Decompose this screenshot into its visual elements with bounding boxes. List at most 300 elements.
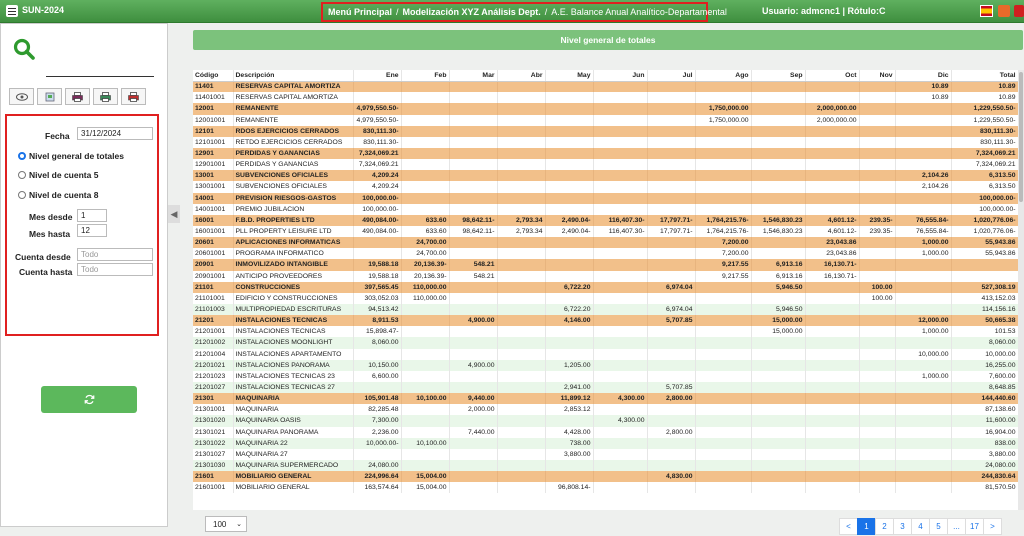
total-row[interactable] — [193, 215, 1018, 226]
column-header-15[interactable]: Total — [951, 70, 1018, 81]
amount-cell — [695, 482, 751, 493]
amount-cell — [647, 159, 695, 170]
account-code-cell: 13001001 — [193, 181, 233, 192]
total-row[interactable] — [193, 315, 1018, 326]
amount-cell — [593, 315, 647, 326]
amount-cell — [895, 337, 951, 348]
description-cell: MAQUINARIA — [233, 393, 353, 404]
amount-cell — [497, 326, 545, 337]
page-size-value: 100 — [213, 520, 227, 529]
page-button[interactable]: ... — [947, 518, 966, 535]
description-cell: EDIFICIO Y CONSTRUCCIONES — [233, 293, 353, 304]
mes-desde-input[interactable] — [77, 209, 107, 222]
search-underline[interactable] — [46, 76, 154, 77]
amount-cell: 1,546,830.23 — [751, 226, 805, 237]
amount-cell: 2,490.04- — [545, 215, 593, 226]
amount-cell — [449, 471, 497, 482]
table-row[interactable] — [193, 371, 1018, 382]
amount-cell — [593, 482, 647, 493]
column-header-2[interactable]: Descripción — [233, 70, 353, 81]
amount-cell — [401, 81, 449, 92]
amount-cell — [751, 471, 805, 482]
table-row[interactable] — [193, 415, 1018, 426]
column-header-4[interactable]: Feb — [401, 70, 449, 81]
amount-cell — [695, 304, 751, 315]
amount-cell — [401, 415, 449, 426]
amount-cell — [895, 293, 951, 304]
page-button[interactable]: > — [983, 518, 1002, 535]
column-header-5[interactable]: Mar — [449, 70, 497, 81]
breadcrumb-current: A.E. Balance Anual Analítico-Departamental — [551, 7, 727, 17]
amount-cell: 144,440.60 — [951, 393, 1018, 404]
amount-cell: 10,100.00 — [401, 438, 449, 449]
description-cell: PREMIO JUBILACION — [233, 204, 353, 215]
amount-cell: 9,440.00 — [449, 393, 497, 404]
account-code-cell: 20601 — [193, 237, 233, 248]
amount-cell: 50,665.38 — [951, 315, 1018, 326]
column-header-12[interactable]: Oct — [805, 70, 859, 81]
amount-cell — [449, 349, 497, 360]
table-row[interactable] — [193, 382, 1018, 393]
table-row[interactable] — [193, 226, 1018, 237]
amount-cell — [859, 326, 895, 337]
amount-cell — [895, 115, 951, 126]
amount-cell — [695, 126, 751, 137]
cuenta-desde-input[interactable] — [77, 248, 153, 261]
amount-cell — [695, 204, 751, 215]
amount-cell — [647, 271, 695, 282]
view-button[interactable] — [9, 88, 34, 105]
table-row[interactable] — [193, 115, 1018, 126]
page-button[interactable]: 4 — [911, 518, 930, 535]
description-cell: PREVISION RIESGOS-GASTOS — [233, 193, 353, 204]
amount-cell — [895, 304, 951, 315]
amount-cell: 11,899.12 — [545, 393, 593, 404]
amount-cell: 6,313.50 — [951, 170, 1018, 181]
amount-cell — [695, 382, 751, 393]
table-row[interactable] — [193, 460, 1018, 471]
amount-cell: 7,324,069.21 — [353, 148, 401, 159]
amount-cell — [449, 204, 497, 215]
amount-cell — [895, 471, 951, 482]
table-row[interactable] — [193, 159, 1018, 170]
amount-cell: 239.35- — [859, 215, 895, 226]
total-row[interactable] — [193, 471, 1018, 482]
amount-cell: 82,285.48 — [353, 404, 401, 415]
account-code-cell: 20901 — [193, 259, 233, 270]
account-code-cell: 21301020 — [193, 415, 233, 426]
amount-cell — [859, 471, 895, 482]
amount-cell: 830,111.30- — [353, 137, 401, 148]
amount-cell — [401, 148, 449, 159]
radio-nivel-cuenta-5[interactable] — [18, 171, 26, 179]
refresh-button[interactable] — [41, 386, 137, 413]
amount-cell: 100.00 — [859, 282, 895, 293]
amount-cell — [895, 449, 951, 460]
amount-cell: 7,324,069.21 — [951, 148, 1018, 159]
amount-cell: 1,764,215.76- — [695, 215, 751, 226]
amount-cell: 397,565.45 — [353, 282, 401, 293]
chevron-left-icon: ◀ — [170, 208, 178, 219]
table-row[interactable] — [193, 248, 1018, 259]
amount-cell: 6,913.16 — [751, 259, 805, 270]
table-row[interactable] — [193, 482, 1018, 493]
amount-cell — [593, 159, 647, 170]
amount-cell: 830,111.30- — [951, 137, 1018, 148]
amount-cell — [695, 438, 751, 449]
mes-hasta-label: Mes hasta — [29, 229, 71, 239]
radio-nivel-cuenta-8[interactable] — [18, 191, 26, 199]
amount-cell — [497, 137, 545, 148]
print-red-button[interactable] — [121, 88, 146, 105]
description-cell: INSTALACIONES APARTAMENTO — [233, 349, 353, 360]
amount-cell: 633.60 — [401, 226, 449, 237]
spain-flag-icon[interactable] — [980, 5, 993, 17]
amount-cell — [695, 471, 751, 482]
print-green-button[interactable] — [93, 88, 118, 105]
page-button[interactable]: 5 — [929, 518, 948, 535]
amount-cell — [647, 204, 695, 215]
amount-cell: 4,146.00 — [545, 315, 593, 326]
amount-cell — [895, 282, 951, 293]
amount-cell — [859, 304, 895, 315]
account-code-cell: 12901001 — [193, 159, 233, 170]
account-code-cell: 21101001 — [193, 293, 233, 304]
description-cell: SUBVENCIONES OFICIALES — [233, 181, 353, 192]
amount-cell: 7,600.00 — [951, 371, 1018, 382]
amount-cell — [497, 471, 545, 482]
description-cell: PERDIDAS Y GANANCIAS — [233, 159, 353, 170]
page-button[interactable]: 2 — [875, 518, 894, 535]
breadcrumb-modelizacion[interactable]: Modelización XYZ Análisis Dept. — [402, 7, 541, 17]
amount-cell — [805, 427, 859, 438]
amount-cell: 6,722.20 — [545, 304, 593, 315]
cuenta-hasta-label: Cuenta hasta — [19, 267, 73, 277]
column-header-13[interactable]: Nov — [859, 70, 895, 81]
table-row[interactable] — [193, 427, 1018, 438]
description-cell: INSTALACIONES TECNICAS — [233, 326, 353, 337]
amount-cell — [647, 404, 695, 415]
search-icon[interactable] — [13, 38, 35, 60]
amount-cell — [859, 415, 895, 426]
amount-cell — [859, 137, 895, 148]
amount-cell: 19,588.18 — [353, 259, 401, 270]
amount-cell: 94,513.42 — [353, 304, 401, 315]
fecha-input[interactable] — [77, 127, 153, 140]
amount-cell — [951, 271, 1018, 282]
amount-cell: 4,979,550.50- — [353, 115, 401, 126]
total-row[interactable] — [193, 103, 1018, 114]
column-header-6[interactable]: Abr — [497, 70, 545, 81]
amount-cell — [805, 449, 859, 460]
amount-cell — [497, 315, 545, 326]
toolbar — [9, 88, 146, 105]
amount-cell: 10,000.00- — [353, 438, 401, 449]
total-row[interactable] — [193, 170, 1018, 181]
amount-cell — [805, 460, 859, 471]
fecha-label: Fecha — [45, 131, 70, 141]
amount-cell — [497, 293, 545, 304]
account-code-cell: 11401001 — [193, 92, 233, 103]
total-row[interactable] — [193, 237, 1018, 248]
description-cell: INMOVILIZADO INTANGIBLE — [233, 259, 353, 270]
power-icon[interactable] — [1014, 5, 1024, 17]
amount-cell — [751, 137, 805, 148]
amount-cell: 10,000.00 — [895, 349, 951, 360]
export-icon — [45, 92, 55, 102]
table-row[interactable] — [193, 92, 1018, 103]
total-row[interactable] — [193, 282, 1018, 293]
amount-cell: 7,200.00 — [695, 248, 751, 259]
account-code-cell: 12001001 — [193, 115, 233, 126]
amount-cell — [647, 92, 695, 103]
export-button[interactable] — [37, 88, 62, 105]
amount-cell — [545, 159, 593, 170]
amount-cell — [647, 115, 695, 126]
amount-cell — [593, 460, 647, 471]
amount-cell: 10.89 — [951, 92, 1018, 103]
amount-cell: 7,324,069.21 — [951, 159, 1018, 170]
table-row[interactable] — [193, 449, 1018, 460]
total-row[interactable] — [193, 393, 1018, 404]
amount-cell — [859, 315, 895, 326]
amount-cell — [497, 404, 545, 415]
vertical-scrollbar[interactable] — [1018, 70, 1024, 510]
account-code-cell: 21301021 — [193, 427, 233, 438]
amount-cell — [449, 248, 497, 259]
page-button[interactable]: < — [839, 518, 858, 535]
amount-cell: 7,324,069.21 — [353, 159, 401, 170]
column-header-10[interactable]: Ago — [695, 70, 751, 81]
amount-cell — [751, 148, 805, 159]
amount-cell: 16,255.00 — [951, 360, 1018, 371]
description-cell: MAQUINARIA PANORAMA — [233, 427, 353, 438]
amount-cell: 105,901.48 — [353, 393, 401, 404]
amount-cell — [695, 148, 751, 159]
description-cell: REMANENTE — [233, 103, 353, 114]
amount-cell — [593, 349, 647, 360]
eye-icon — [16, 93, 28, 101]
amount-cell — [695, 460, 751, 471]
amount-cell — [859, 438, 895, 449]
amount-cell — [647, 337, 695, 348]
amount-cell — [859, 427, 895, 438]
amount-cell — [353, 449, 401, 460]
amount-cell — [751, 393, 805, 404]
page-button[interactable]: 1 — [857, 518, 876, 535]
amount-cell: 17,797.71- — [647, 226, 695, 237]
amount-cell — [895, 204, 951, 215]
amount-cell — [593, 427, 647, 438]
amount-cell — [593, 282, 647, 293]
amount-cell — [859, 460, 895, 471]
account-code-cell: 14001001 — [193, 204, 233, 215]
amount-cell — [449, 304, 497, 315]
amount-cell — [695, 137, 751, 148]
total-row[interactable] — [193, 193, 1018, 204]
amount-cell — [497, 126, 545, 137]
radio-nivel-general[interactable] — [18, 152, 26, 160]
collapse-sidebar-button[interactable] — [168, 205, 180, 223]
amount-cell: 116,407.30- — [593, 226, 647, 237]
amount-cell: 55,943.86 — [951, 248, 1018, 259]
amount-cell — [805, 81, 859, 92]
amount-cell: 2,490.04- — [545, 226, 593, 237]
amount-cell — [497, 271, 545, 282]
amount-cell — [497, 282, 545, 293]
amount-cell: 1,750,000.00 — [695, 115, 751, 126]
table-row[interactable] — [193, 360, 1018, 371]
amount-cell: 10,000.00 — [951, 349, 1018, 360]
amount-cell: 830,111.30- — [353, 126, 401, 137]
amount-cell — [647, 181, 695, 192]
cuenta-desde-label: Cuenta desde — [15, 252, 71, 262]
table-row[interactable] — [193, 293, 1018, 304]
amount-cell — [401, 337, 449, 348]
amount-cell — [805, 137, 859, 148]
amount-cell — [751, 449, 805, 460]
table-row[interactable] — [193, 404, 1018, 415]
amount-cell — [593, 181, 647, 192]
amount-cell — [751, 482, 805, 493]
amount-cell — [545, 115, 593, 126]
amount-cell — [647, 415, 695, 426]
table-row[interactable] — [193, 304, 1018, 315]
amount-cell: 4,830.00 — [647, 471, 695, 482]
amount-cell — [449, 193, 497, 204]
total-row[interactable] — [193, 148, 1018, 159]
amount-cell — [805, 282, 859, 293]
amount-cell — [401, 371, 449, 382]
amount-cell — [497, 237, 545, 248]
total-row[interactable] — [193, 126, 1018, 137]
table-row[interactable] — [193, 326, 1018, 337]
column-header-7[interactable]: May — [545, 70, 593, 81]
column-header-11[interactable]: Sep — [751, 70, 805, 81]
amount-cell: 76,555.84- — [895, 215, 951, 226]
amount-cell — [805, 326, 859, 337]
amount-cell — [751, 337, 805, 348]
breadcrumb-separator: / — [544, 7, 548, 17]
amount-cell — [805, 415, 859, 426]
breadcrumb-menu-principal[interactable]: Menú Principal — [328, 7, 393, 17]
total-row[interactable] — [193, 81, 1018, 92]
amount-cell: 490,084.00- — [353, 226, 401, 237]
amount-cell — [449, 337, 497, 348]
scrollbar-thumb[interactable] — [1019, 72, 1023, 202]
account-code-cell: 21301027 — [193, 449, 233, 460]
table-row[interactable] — [193, 204, 1018, 215]
account-code-cell: 16001 — [193, 215, 233, 226]
amount-cell — [859, 360, 895, 371]
amount-cell: 20,136.39- — [401, 259, 449, 270]
amount-cell: 1,000.00 — [895, 237, 951, 248]
table-row[interactable] — [193, 137, 1018, 148]
column-header-9[interactable]: Jul — [647, 70, 695, 81]
amount-cell: 76,555.84- — [895, 226, 951, 237]
amount-cell: 55,943.86 — [951, 237, 1018, 248]
amount-cell: 23,043.86 — [805, 237, 859, 248]
breadcrumb-separator: / — [396, 7, 399, 17]
amount-cell — [751, 360, 805, 371]
mes-hasta-input[interactable] — [77, 224, 107, 237]
amount-cell — [805, 170, 859, 181]
table-row[interactable] — [193, 337, 1018, 348]
amount-cell — [497, 170, 545, 181]
amount-cell: 633.60 — [401, 215, 449, 226]
amount-cell: 1,750,000.00 — [695, 103, 751, 114]
printer-icon[interactable] — [998, 5, 1010, 17]
amount-cell — [751, 115, 805, 126]
amount-cell — [859, 337, 895, 348]
amount-cell — [859, 81, 895, 92]
print-button[interactable] — [65, 88, 90, 105]
amount-cell — [859, 248, 895, 259]
amount-cell — [895, 259, 951, 270]
page-button[interactable]: 3 — [893, 518, 912, 535]
amount-cell — [401, 193, 449, 204]
amount-cell — [401, 315, 449, 326]
amount-cell — [449, 148, 497, 159]
amount-cell — [751, 181, 805, 192]
amount-cell — [545, 92, 593, 103]
amount-cell — [449, 92, 497, 103]
account-code-cell: 20901001 — [193, 271, 233, 282]
amount-cell — [593, 471, 647, 482]
column-header-14[interactable]: Dic — [895, 70, 951, 81]
amount-cell — [401, 170, 449, 181]
description-cell: MAQUINARIA SUPERMERCADO — [233, 460, 353, 471]
column-header-3[interactable]: Ene — [353, 70, 401, 81]
amount-cell: 3,880.00 — [545, 449, 593, 460]
amount-cell — [401, 304, 449, 315]
amount-cell — [593, 304, 647, 315]
table-row[interactable] — [193, 181, 1018, 192]
amount-cell: 830,111.30- — [951, 126, 1018, 137]
table-row[interactable] — [193, 271, 1018, 282]
page-button[interactable]: 17 — [965, 518, 984, 535]
amount-cell — [895, 393, 951, 404]
cuenta-hasta-input[interactable] — [77, 263, 153, 276]
description-cell: PERDIDAS Y GANANCIAS — [233, 148, 353, 159]
page-size-select[interactable] — [205, 516, 247, 532]
amount-cell — [695, 193, 751, 204]
amount-cell — [353, 81, 401, 92]
amount-cell — [593, 326, 647, 337]
hamburger-menu-icon[interactable] — [6, 5, 18, 17]
amount-cell — [593, 92, 647, 103]
amount-cell — [859, 237, 895, 248]
column-header-8[interactable]: Jun — [593, 70, 647, 81]
amount-cell: 224,996.64 — [353, 471, 401, 482]
total-row[interactable] — [193, 259, 1018, 270]
account-code-cell: 21301 — [193, 393, 233, 404]
amount-cell — [449, 415, 497, 426]
amount-cell — [805, 181, 859, 192]
table-row[interactable] — [193, 349, 1018, 360]
amount-cell — [497, 427, 545, 438]
amount-cell — [751, 193, 805, 204]
amount-cell — [497, 92, 545, 103]
table-row[interactable] — [193, 438, 1018, 449]
amount-cell: 17,797.71- — [647, 215, 695, 226]
column-header-1[interactable]: Código — [193, 70, 233, 81]
amount-cell: 2,104.26 — [895, 181, 951, 192]
amount-cell — [859, 159, 895, 170]
amount-cell — [647, 259, 695, 270]
amount-cell — [593, 371, 647, 382]
amount-cell — [805, 315, 859, 326]
